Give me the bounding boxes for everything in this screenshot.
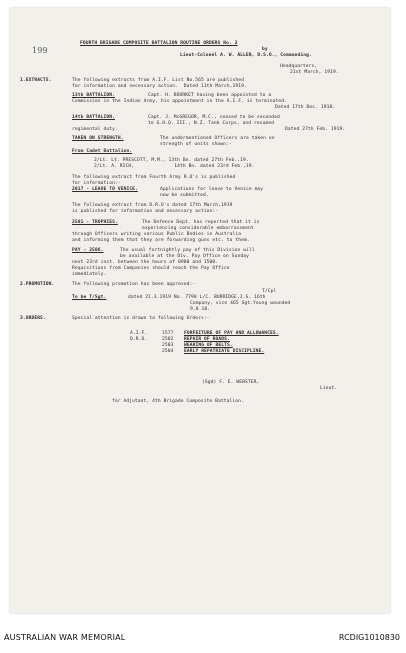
document-title: FOURTH BRIGADE COMPOSITE BATTALION ROUTINE ORDERS No. 2 [80,41,238,46]
document-page [10,8,390,613]
order-4-number: 2504 [162,349,174,354]
p4-line-2: for information:- [72,181,121,186]
p7-heading: PAY - 2506. [72,248,104,253]
p1-line-3: Dated 17th Dec. 1918. [275,105,336,110]
order-1-source: A.I.F. [130,331,148,336]
p2-line-4: Dated 27th Feb. 1919. [285,127,346,132]
p6-heading: 2501 - TROPHIES. [72,220,118,225]
p6-line-2: experiencing considerable embarrassment [142,226,254,231]
footer-record-id: RCDIG1010830 [338,633,400,642]
title-by: by [262,47,268,52]
p2-heading: 14th BATTALION. [72,115,115,120]
section1-intro-2: for information and necessary action. Dated 11th March,1919. [72,84,247,89]
cadet-2: 2/Lt. A. RICH, 14th Bn. dated 23rd Feb.,19. [94,164,255,169]
p5-line-1: The following extract from D.R.O's dated 17th March,1919 [72,203,233,208]
p7-line-3: next 23rd inst. between the hours of 0900 and 1500. [72,260,219,265]
p4b-line-1: Applications for leave to Venice may [160,187,264,192]
headquarters-line: Headquarters, [280,64,318,69]
section2-label: 2.PROMOTION. [20,282,55,287]
p2-line-3: regimental duty. [72,127,118,132]
p3-line-1: The undermentioned Officers are taken on [160,136,275,141]
commander-line: Lieut-Colonel A. W. ALLEN, D.S.O., Commanding. [180,53,312,58]
promotion-line-1: dated 21.3.1919 No. 7790 L/C. BURRIDGE,J.S. 16th [128,295,266,300]
document-body [10,8,390,613]
p6-line-1: The Defence Dept. has reported that it is [142,220,260,225]
p6-line-3: through Officers writing various Public Bodies in Australia [72,232,242,237]
order-1-number: 1577 [162,331,174,336]
p3-line-2: strength of units shown:- [160,142,232,147]
order-2-title: REPAIR OF ROADS. [184,337,230,342]
promotion-line-2: Company, vice 465 Sgt.Young wounded [190,301,291,306]
signature-rank: Lieut. [320,386,338,391]
section1-intro-1: The following extracts from A.I.F. List No.565 are published [72,78,244,83]
p5-line-2: is published for information and necessary action:- [72,209,219,214]
rank-note: T/Cpl [262,289,277,294]
p4-heading: 2017 - LEAVE TO VENICE. [72,187,138,192]
order-2-source: D.R.O. [130,337,148,342]
section1-label: 1.EXTRACTS. [20,78,52,83]
order-4-title: EARLY REPATRIATE DISCIPLINE. [184,349,265,354]
section3-label: 3.ORDERS. [20,316,46,321]
signature-line: (Sgd) F. E. WEBSTER, [202,380,260,385]
p7-line-2: be available at the Div. Pay Office on Sunday [120,254,249,259]
signature-for: for Adjutant, 4th Brigade Composite Battalion. [112,399,244,404]
order-3-number: 2503 [162,343,174,348]
p1-heading: 13th BATTALION. [72,93,115,98]
page-number: 199 [32,46,48,55]
promotion-line-3: 9.8.18. [190,307,211,312]
footer-institution: AUSTRALIAN WAR MEMORIAL [4,633,126,642]
from-cadet-heading: From Cadet Battalion. [72,149,133,154]
p7-line-4: Requisitions from Companies should reach the Pay Office [72,266,230,271]
p4b-line-2: now be submitted. [160,193,209,198]
p6-line-4: and informing them that they are forwarding guns etc. to them. [72,238,250,243]
p2-line-2: to G.H.Q. III., N.Z. Tank Corps, and resumed [148,121,275,126]
section2-text: The following promotion has been approved:- [72,282,196,287]
p7-line-5: immediately. [72,272,107,277]
cadet-1: 2/Lt. Lt. PRESCOTT, M.M., 13th Bn. dated 27th Feb.,19. [94,158,249,163]
p1-line-1: Capt. H. BOURKET having been appointed to a [148,93,272,98]
order-date: 21st March, 1919. [290,70,339,75]
order-3-title: WEARING OF BELTS. [184,343,233,348]
p4-line-1: The following extract from Fourth Army R.O's is published [72,175,236,180]
p3-heading: TAKEN ON STRENGTH. [72,136,124,141]
p7-line-1: The usual fortnightly pay of this Division will [120,248,255,253]
section3-text: Special attention is drawn to following Orders:- [72,316,210,321]
p2-line-1: Capt. J. McGREGOR, M.C., ceased to be seconded [148,115,280,120]
archive-footer [0,621,406,653]
promotion-heading: To be T/Sgt. [72,295,107,300]
order-1-title: FORFEITURE OF PAY AND ALLOWANCES. [184,331,279,336]
order-2-number: 2502 [162,337,174,342]
p1-line-2: Commission in the Indian Army, his appointment in the A.I.F. is terminated. [72,99,287,104]
